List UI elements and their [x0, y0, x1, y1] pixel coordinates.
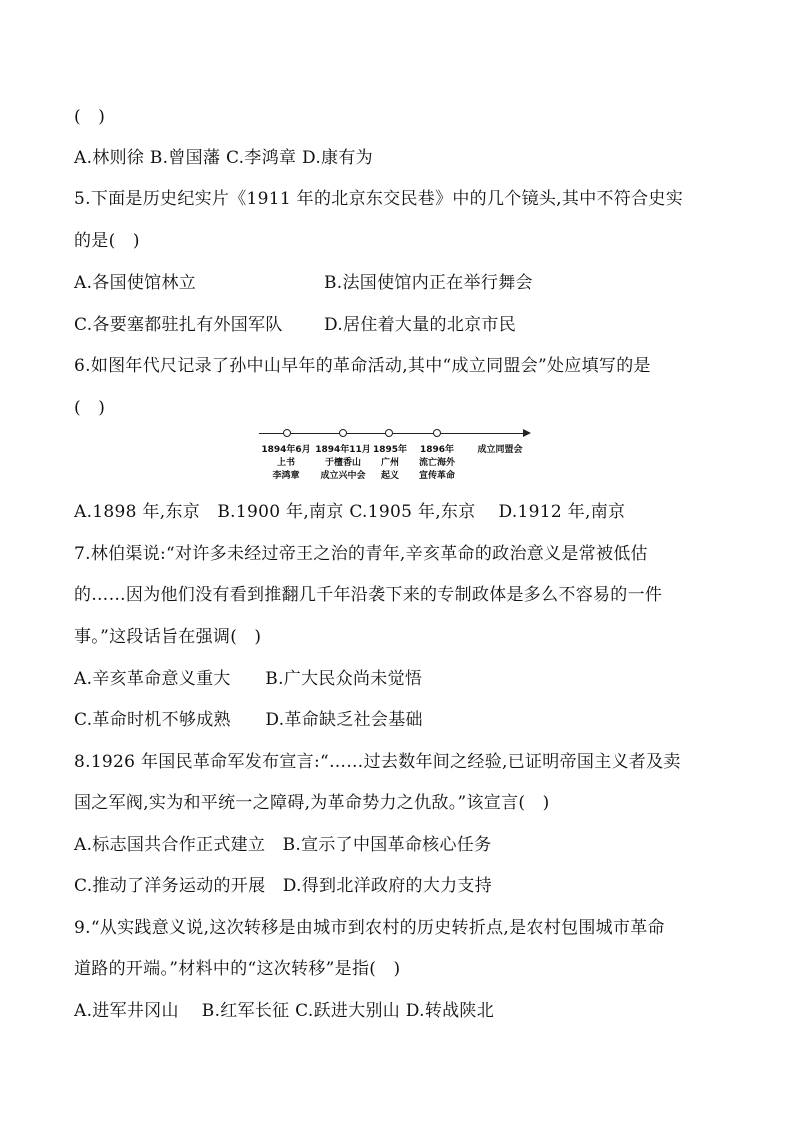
timeline-label-3	[373, 444, 407, 483]
timeline-node-1	[283, 429, 291, 437]
q4-options: A.林则徐 B.曾国藩 C.李鸿章 D.康有为	[74, 148, 373, 168]
q5-stem-line-1: 5.下面是历史纪实片《1911 年的北京东交民巷》中的几个镜头,其中不符合史实	[74, 189, 683, 209]
timeline-date-4: 1896年	[419, 445, 455, 455]
timeline-arrow-icon	[523, 429, 531, 437]
q5-option-b: B.法国使馆内正在举行舞会	[324, 273, 533, 293]
q4-answer-bracket: ( )	[74, 107, 106, 127]
q7-options-cd: C.革命时机不够成熟 D.革命缺乏社会基础	[74, 710, 423, 730]
q6-stem-line-1: 6.如图年代尺记录了孙中山早年的革命活动,其中“成立同盟会”处应填写的是	[74, 356, 651, 376]
q6-stem-line-2: ( )	[74, 398, 106, 418]
timeline-node-2	[339, 429, 347, 437]
timeline-label-4	[419, 444, 455, 483]
q5-option-c: C.各要塞都驻扎有外国军队	[74, 315, 283, 335]
timeline-node-4	[433, 429, 441, 437]
timeline-date-2: 1894年11月	[315, 445, 371, 455]
timeline-detail-3: 起义	[380, 471, 399, 481]
timeline-detail-4: 宣传革命	[418, 471, 456, 481]
q8-stem-line-2: 国之军阀,实为和平统一之障碍,为革命势力之仇敌。”该宣言( )	[74, 793, 550, 813]
timeline-date-3: 1895年	[372, 445, 408, 455]
q9-options: A.进军井冈山 B.红军长征 C.跃进大别山 D.转战陕北	[74, 1001, 495, 1021]
q7-stem-line-1: 7.林伯渠说:“对许多未经过帝王之治的青年,辛亥革命的政治意义是常被低估	[74, 544, 648, 564]
q9-stem-line-1: 9.“从实践意义说,这次转移是由城市到农村的历史转折点,是农村包围城市革命	[74, 918, 665, 938]
timeline-event-5: 成立同盟会	[477, 445, 523, 455]
q8-options-ab: A.标志国共合作正式建立 B.宣示了中国革命核心任务	[74, 835, 492, 855]
timeline-label-1	[261, 444, 310, 483]
timeline-event-1: 上书	[276, 458, 295, 468]
timeline-event-3: 广州	[380, 458, 399, 468]
q5-options-ab	[74, 271, 533, 295]
q6-options: A.1898 年,东京 B.1900 年,南京 C.1905 年,东京 D.1912 年,南京	[74, 502, 626, 522]
q5-options-cd	[74, 313, 516, 337]
q5-stem-line-2: 的是( )	[74, 231, 140, 251]
timeline-event-2: 于檀香山	[324, 458, 362, 468]
q5-option-a: A.各国使馆林立	[74, 273, 197, 293]
q5-option-d: D.居住着大量的北京市民	[324, 315, 517, 335]
q7-stem-line-2: 的……因为他们没有看到推翻几千年沿袭下来的专制政体是多么不容易的一件	[74, 585, 663, 605]
timeline-label-5	[477, 444, 522, 457]
q8-options-cd: C.推动了洋务运动的开展 D.得到北洋政府的大力支持	[74, 876, 493, 896]
q7-options-ab: A.辛亥革命意义重大 B.广大民众尚未觉悟	[74, 669, 423, 689]
timeline-label-2	[315, 444, 371, 483]
timeline-event-4: 流亡海外	[418, 458, 456, 468]
q7-stem-line-3: 事。”这段话旨在强调( )	[74, 627, 262, 647]
q9-stem-line-2: 道路的开端。”材料中的“这次转移”是指( )	[74, 959, 401, 979]
timeline-node-3	[385, 429, 393, 437]
timeline-figure	[255, 418, 545, 493]
q8-stem-line-1: 8.1926 年国民革命军发布宣言:“……过去数年间之经验,已证明帝国主义者及卖	[74, 752, 681, 772]
timeline-detail-1: 李鸿章	[272, 471, 300, 481]
timeline-date-1: 1894年6月	[261, 445, 311, 455]
timeline-detail-2: 成立兴中会	[320, 471, 366, 481]
